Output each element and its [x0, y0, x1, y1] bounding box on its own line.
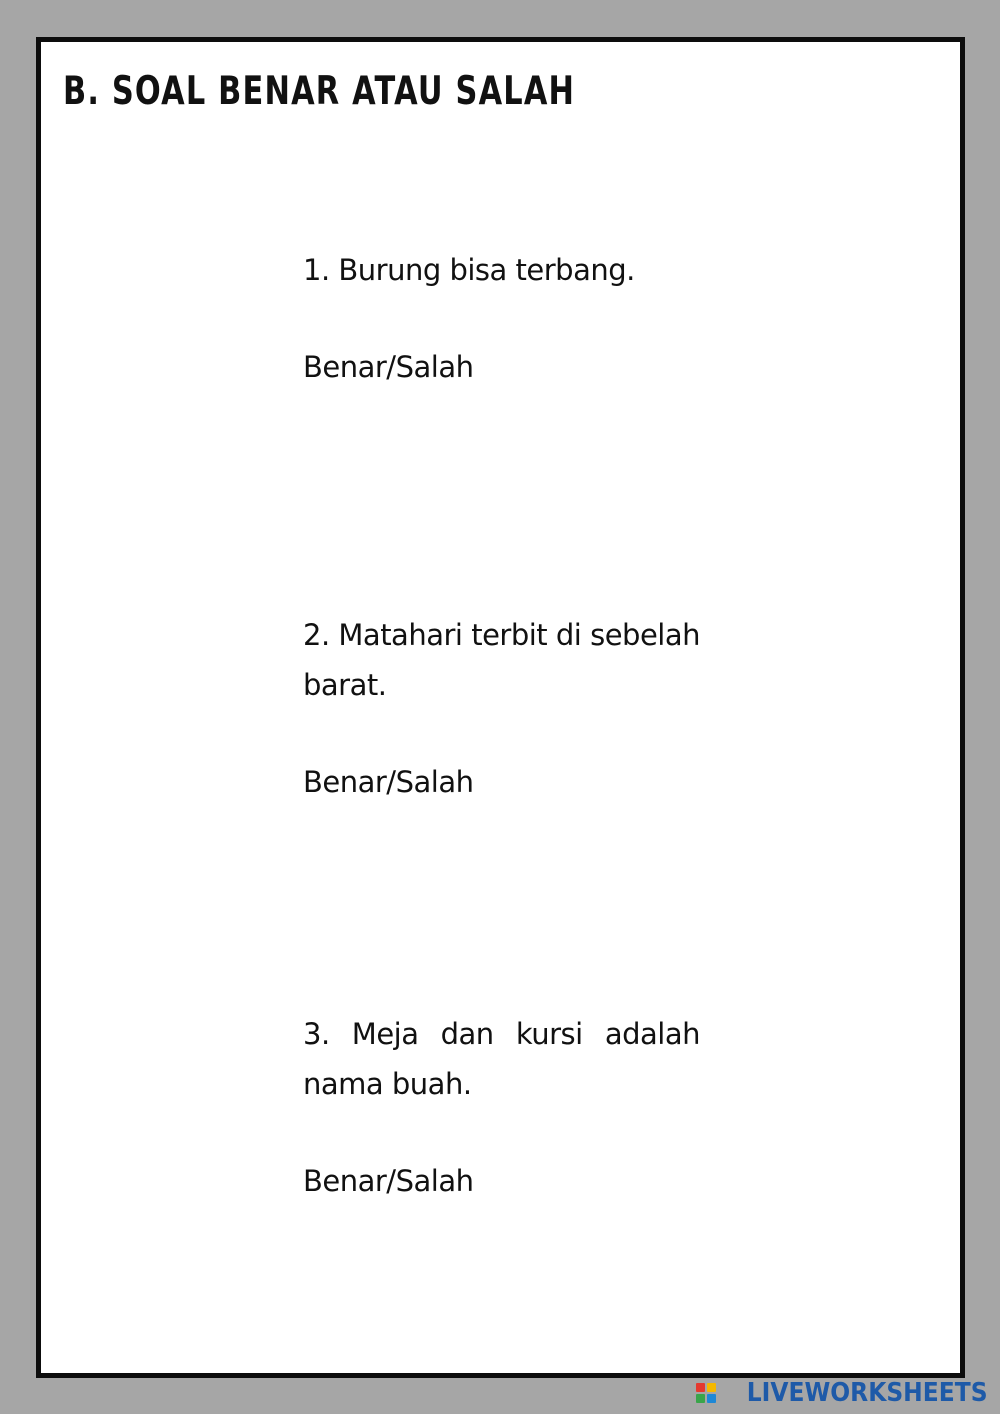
liveworksheets-logo-icon: [696, 1383, 716, 1403]
answer-options[interactable]: Benar/Salah: [303, 1164, 474, 1198]
worksheet-title: B. SOAL BENAR ATAU SALAH: [63, 69, 576, 114]
question-1: [303, 245, 700, 392]
question-text: 1. Burung bisa terbang.: [303, 253, 635, 287]
question-text: 2. Matahari terbit di sebelah barat.: [303, 618, 700, 702]
logo-text: LIVEWORKSHEETS: [747, 1378, 988, 1408]
liveworksheets-logo: [696, 1378, 988, 1408]
question-text: 3. Meja dan kursi adalah nama buah.: [303, 1017, 700, 1101]
answer-options[interactable]: Benar/Salah: [303, 765, 474, 799]
question-3: [303, 1009, 700, 1206]
question-2: [303, 610, 700, 807]
answer-options[interactable]: Benar/Salah: [303, 350, 474, 384]
worksheet-page: [36, 37, 965, 1378]
